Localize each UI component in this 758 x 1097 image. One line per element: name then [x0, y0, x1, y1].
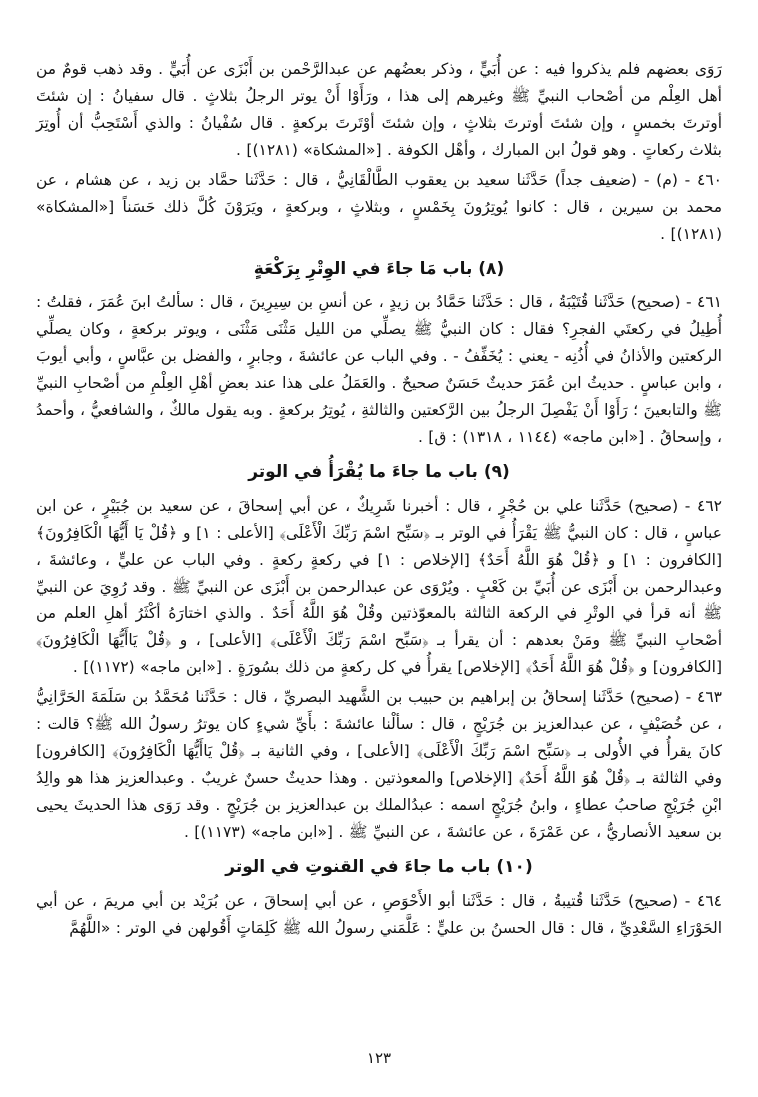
page-number: ١٢٣: [366, 1048, 392, 1067]
hadith-paragraph-463: ٤٦٣ - (صحيح) حَدَّثَنا إسحاقُ بن إبراهيم بن حبيب بن الشَّهيد البصريِّ ، قال : حَدَّثَنا مُحَمَّدُ بن سَلَمَةَ الحَرَّانِيُّ ، عن خُصَيْفٍ ، عن عبدالعزيز بن جُرَيْجٍ ، قال : سألْنا عائشةَ : بأَيِّ شيءٍ كان يوترُ رسولُ الله ﷺ؟ قالت : كانَ يقرأُ في الأُولى بـ ﴿سَبِّح اسْمَ رَبِّكَ الْأَعْلَى﴾ [الأعلى] ، وفي الثانية بـ ﴿قُلْ يَاأَيُّهَا الْكَافِرُونَ﴾ [الكافرون] وفي الثالثة بـ ﴿قُلْ هُوَ اللَّهُ أَحَدٌ﴾ [الإخلاص] والمعوذتين . وهذا حديثٌ حسنٌ غريبٌ . وعبدالعزيز هذا هو والِدُ ابْنِ جُرَيْجٍ صاحبُ عطاءٍ ، وابنُ جُرَيْجٍ اسمه : عبدُالملك بن عبدالعزيز بن جُرَيْجٍ . وقد رَوَى هذا الحديثَ يحيى بن سعيد الأنصاريُّ ، عن عَمْرَةَ ، عن عائشةَ ، عن النبيِّ ﷺ . [«ابن ماجه» (١١٧٣)] .: [36, 688, 722, 842]
chapter-heading-8: (٨) باب مَا جاءَ في الوِتْرِ بِرَكْعَةٍ: [253, 258, 505, 279]
paragraph-continuation: رَوَى بعضهم فلم يذكروا فيه : عن أُبَيٍّ ، وذكر بعضُهم عن عبدالرَّحْمن بن أَبْزَى عن أُبَيٍّ . وقد ذهب قومٌ من أهل العِلْم من أصْحاب النبيِّ ﷺ وغيرهم إلى هذا ، ورَأَوْا أَنْ يوتر الرجلُ بثلاثٍ . قال سفيانُ : إن شئتَ أوترتَ بخمسٍ ، وإن شئتَ أوترتَ بثلاثٍ ، وإن شئتَ أوْتَرتَ بركعةٍ . قال سُفْيانُ : والذي أَسْتَحِبُّ أن أُوتِرَ بثلاث ركعاتٍ . وهو قولُ ابن المبارك ، وأهْل الكوفة . [«المشكاة» (١٢٨١)] .: [36, 60, 722, 159]
hadith-paragraph-464: ٤٦٤ - (صحيح) حَدَّثَنا قُتيبةُ ، قال : حَدَّثَنا أبو الأَحْوَصِ ، عن أبي إسحاقَ ، عن بُرَيْد بن أبي مريمَ ، عن أبي الحَوْرَاءِ السَّعْدِيِّ ، قال : قال الحسنُ بن عليٍّ : عَلَّمَني رسولُ الله ﷺ كَلِمَاتٍ أَقُولهن في الوتر : «اللَّهُمَّ: [36, 891, 722, 937]
chapter-heading-9: (٩) باب ما جاءَ ما يُقْرَأُ في الوتر: [248, 462, 510, 483]
chapter-heading-10: (١٠) باب ما جاءَ في القنوتِ في الوتر: [225, 857, 533, 878]
hadith-paragraph-461: ٤٦١ - (صحيح) حَدَّثَنا قُتَيْبَةُ ، قال : حَدَّثَنا حَمَّادُ بن زيدٍ ، عن أنسِ بن سِيرِينَ ، قال : سألتُ ابنَ عُمَرَ ، فقلتُ : أُطِيلُ في ركعتَي الفجرِ؟ فقال : كان النبيُّ ﷺ يصلِّي من الليل مَثْنَى مَثْنَى ، ويوتر بركعةٍ ، وكان يصلِّي الركعتين والأذانُ في أُذُنِه - يعني : يُخَفِّفُ - . وفي الباب عن عائشةَ ، وجابرٍ ، والفضل بن عبَّاسٍ ، وأبي أيوبَ ، وابن عباسٍ . حديثُ ابن عُمَرَ حديثٌ حَسَنٌ صحيحٌ . والعَمَلُ على هذا عند بعضِ أهْلِ العِلْمِ من أصْحابِ النبيِّ ﷺ والتابعينَ ؛ رَأَوْا أَنْ يَفْصِلَ الرجلُ بين الرَّكعتين والثالثةِ ، يُوتِرُ بركعةٍ . وبه يقول مالكٌ ، والشافعيُّ ، وأحمدُ ، وإسحاقُ . [«ابن ماجه» (١١٤٤ ، ١٣١٨) : ق] .: [36, 293, 722, 447]
hadith-paragraph-460: ٤٦٠ - (م) - (ضعيف جداً) حَدَّثَنا سعيد بن يعقوب الطَّالْقَانِيُّ ، قال : حَدَّثَنا حمَّاد بن زيد ، عن هشام ، عن محمد بن سيرين ، قال : كانوا يُوتِرُونَ بِخَمْسٍ ، وبثلاثٍ ، وبركعةٍ ، ويَرَوْنَ كُلَّ ذلك حَسَناً [«المشكاة» (١٢٨١)] .: [36, 170, 722, 243]
hadith-paragraph-462: ٤٦٢ - (صحيح) حَدَّثَنا علي بن حُجْرٍ ، قال : أخبرنا شَرِيكٌ ، عن أبي إسحاقَ ، عن سعيد بن جُبَيْرٍ ، عن ابن عباسٍ ، قال : كان النبيُّ ﷺ يَقْرَأُ في الوتر بـ ﴿سَبِّح اسْمَ رَبِّكَ الْأَعْلَى﴾ [الأعلى : ١] و ﴿قُلْ يَا أَيُّهَا الْكَافِرُونَ﴾ [الكافرون : ١] و ﴿قُلْ هُوَ اللَّهُ أَحَدٌ﴾ [الإخلاص : ١] في ركعةٍ ركعةٍ . وفي الباب عن عليٍّ ، وعائشةَ ، وعبدالرحمن بن أَبْزَى عن أُبَيِّ بن كَعْبٍ . ويُرْوَى عن عبدالرحمن بن أَبْزَى عن النبيِّ ﷺ . وقد رُوِيَ عن النبيِّ ﷺ أنه قرأ في الوتْرِ في الركعة الثالثة بالمعوّذتين وقُلْ هُوَ اللَّهُ أَحَدٌ . والذي اختارَهُ أكْثَرُ أهلِ العلم من أصْحابِ النبيِّ ﷺ ومَنْ بعدهم : أن يقرأ بـ ﴿سَبِّح اسْمَ رَبِّكَ الْأَعْلَى﴾ [الأعلى] ، و ﴿قُلْ يَاأَيُّهَا الْكَافِرُونَ﴾ [الكافرون] و ﴿قُلْ هُوَ اللَّهُ أَحَدٌ﴾ [الإخلاص] يقرأُ في كل ركعةٍ من ذلك بسُورَةٍ . [«ابن ماجه» (١١٧٢)] .: [36, 496, 723, 677]
